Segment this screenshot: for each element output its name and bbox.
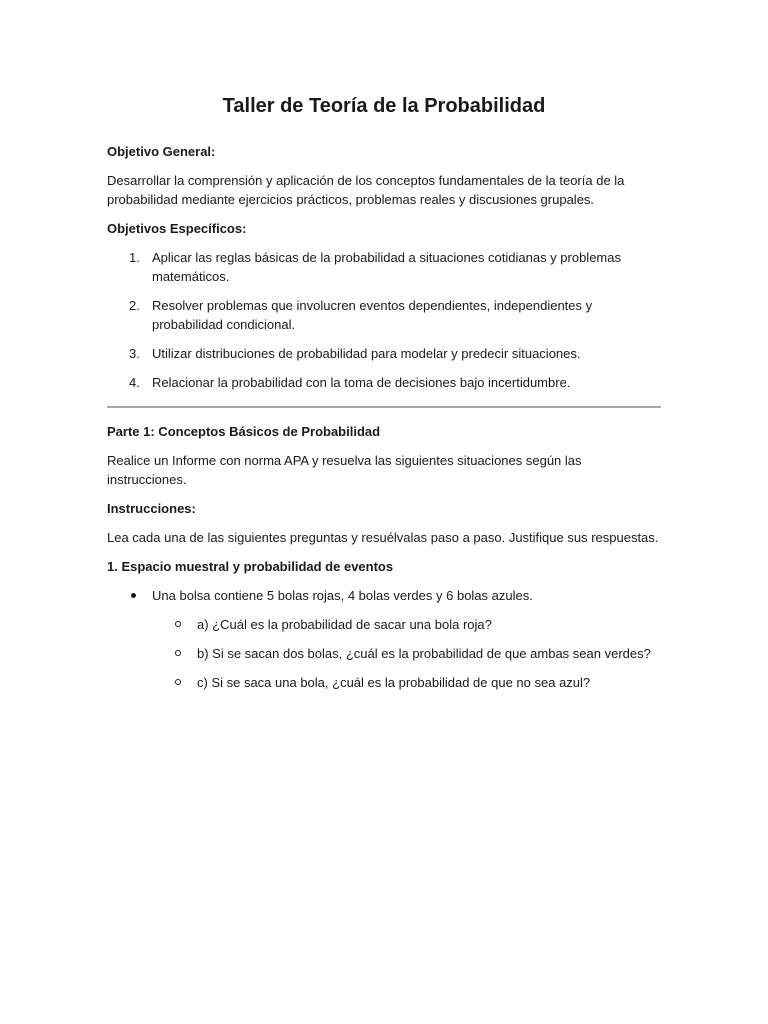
question-item bbox=[152, 673, 661, 692]
part1-intro: Realice un Informe con norma APA y resuelva las siguientes situaciones según las instrucciones. bbox=[107, 453, 582, 487]
question-text: b) Si se sacan dos bolas, ¿cuál es la probabilidad de que ambas sean verdes? bbox=[197, 646, 651, 661]
bullet-text: Una bolsa contiene 5 bolas rojas, 4 bolas verdes y 6 bolas azules. bbox=[152, 588, 533, 603]
objective-number: 4. bbox=[129, 375, 140, 390]
questions-list bbox=[152, 615, 661, 692]
general-objective-heading: Objetivo General: bbox=[107, 144, 216, 159]
specific-objectives-heading: Objetivos Específicos: bbox=[107, 221, 247, 236]
objective-text: Resolver problemas que involucren eventos dependientes, independientes y probabilidad condicional. bbox=[152, 298, 593, 332]
section1-heading: 1. Espacio muestral y probabilidad de eventos bbox=[107, 559, 394, 574]
question-text: c) Si se saca una bola, ¿cuál es la probabilidad de que no sea azul? bbox=[197, 675, 591, 690]
question-item bbox=[152, 615, 661, 634]
specific-objectives-list bbox=[107, 248, 661, 392]
objective-number: 3. bbox=[129, 346, 140, 361]
objective-item bbox=[107, 296, 661, 334]
objective-text: Relacionar la probabilidad con la toma de decisiones bajo incertidumbre. bbox=[152, 375, 571, 390]
question-item bbox=[152, 644, 661, 663]
list-item bbox=[107, 586, 661, 692]
general-objective-text: Desarrollar la comprensión y aplicación de los conceptos fundamentales de la teoría de la probabilidad mediante ejercicios prácticos, problemas reales y discusiones grupales. bbox=[107, 173, 625, 207]
objective-item bbox=[107, 373, 661, 392]
hollow-circle-bullet-icon bbox=[175, 679, 181, 685]
question-text: a) ¿Cuál es la probabilidad de sacar una bola roja? bbox=[197, 617, 492, 632]
section1-list bbox=[107, 586, 661, 692]
hollow-circle-bullet-icon bbox=[175, 621, 181, 627]
objective-item bbox=[107, 248, 661, 286]
objective-number: 2. bbox=[129, 298, 140, 313]
objective-text: Aplicar las reglas básicas de la probabilidad a situaciones cotidianas y problemas matemáticos. bbox=[152, 250, 621, 284]
objective-item bbox=[107, 344, 661, 363]
instructions-heading: Instrucciones: bbox=[107, 501, 196, 516]
instructions-text: Lea cada una de las siguientes preguntas y resuélvalas paso a paso. Justifique sus respuestas. bbox=[107, 530, 659, 545]
objective-number: 1. bbox=[129, 250, 140, 265]
document-title: Taller de Teoría de la Probabilidad bbox=[222, 95, 546, 117]
bullet-dot-icon bbox=[131, 593, 136, 598]
section-divider bbox=[107, 406, 661, 408]
objective-text: Utilizar distribuciones de probabilidad para modelar y predecir situaciones. bbox=[152, 346, 581, 361]
hollow-circle-bullet-icon bbox=[175, 650, 181, 656]
part1-heading: Parte 1: Conceptos Básicos de Probabilidad bbox=[107, 424, 381, 439]
